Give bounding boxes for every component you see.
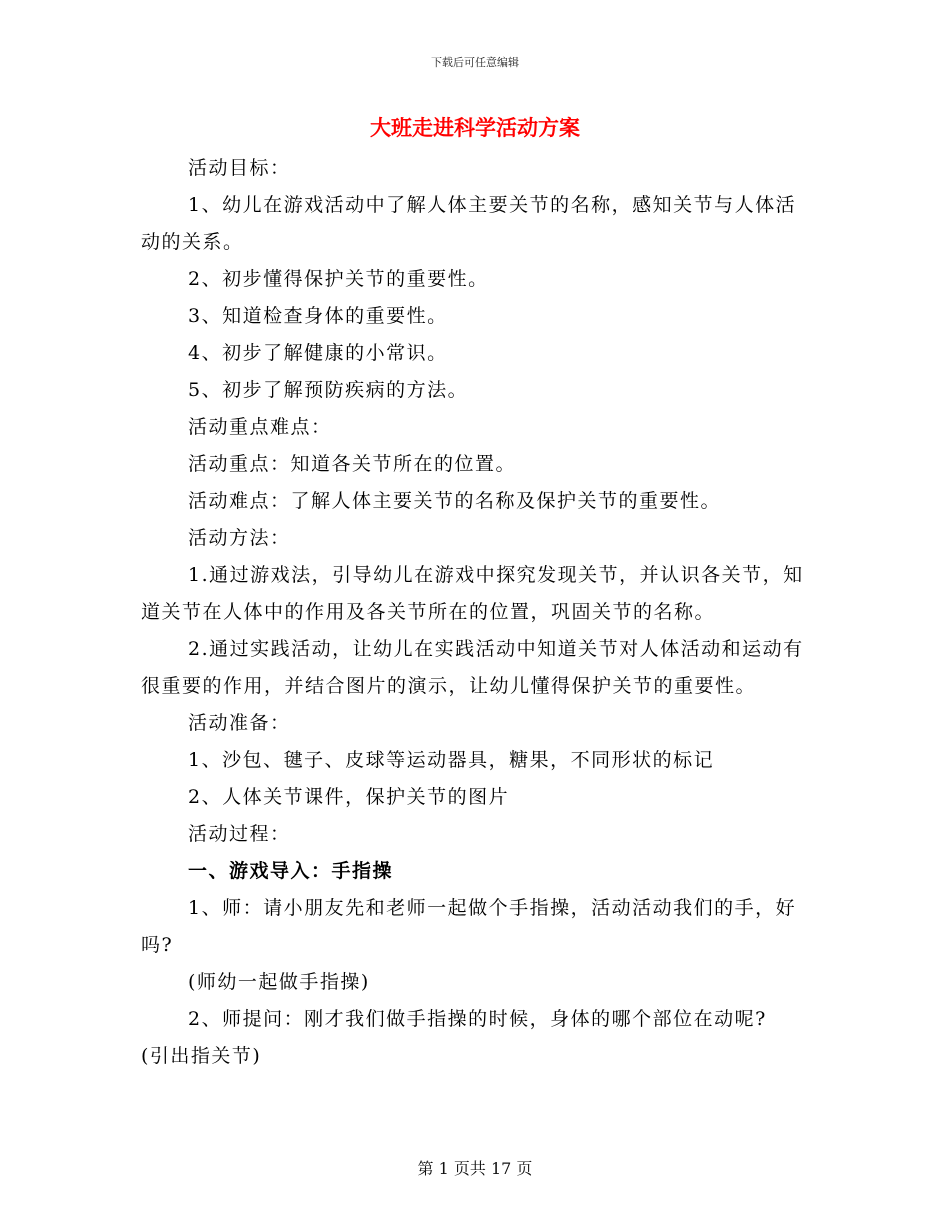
section-heading-key-points: 活动重点难点： (188, 416, 332, 438)
process-step-2: 2、师提问：刚才我们做手指操的时候，身体的哪个部位在动呢? (188, 1008, 767, 1030)
section-heading-goals: 活动目标： (188, 157, 291, 179)
goal-item-1: 1、幼儿在游戏活动中了解人体主要关节的名称，感知关节与人体活动的关系。 (141, 194, 797, 253)
goal-item-4: 4、初步了解健康的小常识。 (188, 342, 448, 364)
document-title: 大班走进科学活动方案 (370, 115, 580, 140)
process-subheading-1: 一、游戏导入：手指操 (188, 860, 394, 882)
preparation-item-1: 1、沙包、毽子、皮球等运动器具，糖果，不同形状的标记 (188, 749, 715, 771)
key-point: 活动重点：知道各关节所在的位置。 (188, 453, 517, 475)
page-header-note: 下载后可任意编辑 (431, 56, 519, 69)
process-step-1: 1、师：请小朋友先和老师一起做个手指操，活动活动我们的手，好吗? (141, 897, 797, 956)
preparation-item-2: 2、人体关节课件，保护关节的图片 (188, 786, 510, 808)
method-item-2: 2.通过实践活动，让幼儿在实践活动中知道关节对人体活动和运动有很重要的作用，并结合图片的演示，让幼儿懂得保护关节的重要性。 (141, 638, 804, 697)
goal-item-3: 3、知道检查身体的重要性。 (188, 305, 448, 327)
document-body (141, 150, 809, 1075)
process-note-1: (师幼一起做手指操) (188, 971, 370, 993)
section-heading-process: 活动过程： (188, 823, 291, 845)
page-footer-number: 第 1 页共 17 页 (417, 1159, 533, 1178)
goal-item-2: 2、初步懂得保护关节的重要性。 (188, 268, 489, 290)
section-heading-methods: 活动方法： (188, 527, 291, 549)
goal-item-5: 5、初步了解预防疾病的方法。 (188, 379, 469, 401)
process-note-2: (引出指关节) (141, 1045, 262, 1067)
method-item-1: 1.通过游戏法，引导幼儿在游戏中探究发现关节，并认识各关节，知道关节在人体中的作用及各关节所在的位置，巩固关节的名称。 (141, 564, 804, 623)
section-heading-preparation: 活动准备： (188, 712, 291, 734)
difficult-point: 活动难点：了解人体主要关节的名称及保护关节的重要性。 (188, 490, 722, 512)
